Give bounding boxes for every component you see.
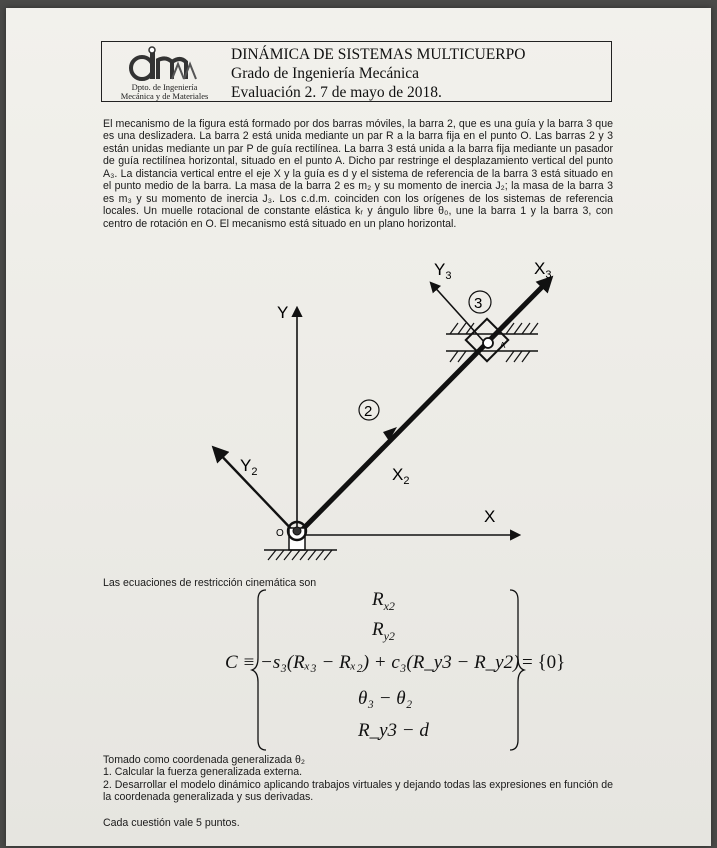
equation-row-5: R_y3 − d [358, 720, 429, 741]
questions-section [103, 754, 618, 829]
question-2: 2. Desarrollar el modelo dinámico aplicando trabajos virtuales y dejando todas las expresiones en función de la coordenada generalizada y sus derivadas. [103, 778, 613, 804]
point-o-label: O [276, 528, 284, 539]
x-axis-label: X [484, 507, 496, 526]
y3-label: $Y_3$ [434, 260, 452, 282]
x3-label: $X_3$ [534, 259, 552, 281]
course-title: DINÁMICA DE SISTEMAS MULTICUERPO [231, 46, 526, 63]
equation-lhs: C ≡ [225, 652, 256, 673]
bar-2-number: 2 [364, 403, 373, 420]
dept-line-1: Dpto. de Ingeniería [131, 82, 198, 92]
degree-name: Grado de Ingeniería Mecánica [231, 65, 420, 82]
evaluation-date: Evaluación 2. 7 de mayo de 2018. [231, 84, 442, 101]
problem-paragraph: El mecanismo de la figura está formado por dos barras móviles, la barra 2, que es una guía y la barra 3 que es una deslizadera. La barra 2 está unida mediante un par R a la barra fija en el punto O. Las barras 2 y 3 están unidas mediante un par P de guía rectilínea. La barra 3 está unida a la barra fija mediante un pasador de guía rectilínea horizontal, situado en el punto A. Dicho par restringe el desplazamiento vertical del punto A₃. La distancia vertical entre el eje X y la guía es d y el sistema de referencia de la barra 3 está situado en el punto medio de la barra. La masa de la barra 2 es m₂ y su momento de inercia J₂; la masa de la barra 3 es m₃ y su momento de inercia J₃. Los c.d.m. coinciden con los orígenes de los sistemas de referencia locales. Un muelle rotacional de constante elástica kᵣ y ángulo libre θ₀, une la barra 1 y la barra 3, con centro de rotación en O. El mecanismo está situado en un plano horizontal. [103, 118, 613, 230]
x2-label: $X_2$ [392, 465, 410, 487]
generalized-coordinate: Tomado como coordenada generalizada θ₂ [103, 754, 305, 766]
question-1: 1. Calcular la fuerza generalizada externa. [103, 766, 303, 779]
equation-row-1: $R_{x2}$ [372, 589, 395, 613]
bar-3-number: 3 [474, 295, 483, 312]
points-note: Cada cuestión vale 5 puntos. [103, 816, 240, 829]
equation-row-2: $R_{y2}$ [372, 619, 395, 643]
y-axis-label: Y [277, 303, 289, 322]
dept-line-2: Mecánica y de Materiales [120, 91, 209, 101]
point-a-label: A [500, 341, 506, 350]
constraints-intro: Las ecuaciones de restricción cinemática son [103, 577, 317, 589]
equation-rhs: = {0} [522, 652, 566, 673]
equation-row-4: θ₃ − θ₂ [358, 688, 413, 709]
y2-label: $Y_2$ [240, 456, 258, 478]
equation-row-3: −s₃(Rₓ₃ − Rₓ₂) + c₃(R_y3 − R_y2) [260, 652, 520, 673]
